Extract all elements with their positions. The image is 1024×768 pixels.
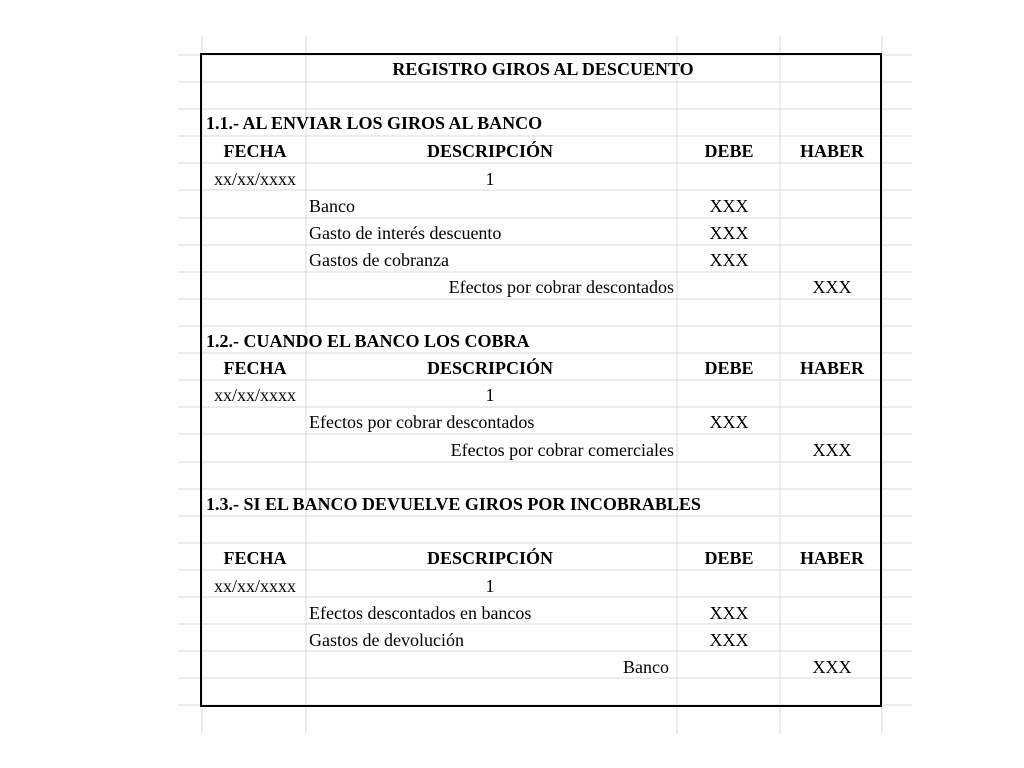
section-heading: 1.1.- AL ENVIAR LOS GIROS AL BANCO <box>206 113 543 133</box>
column-header-debe: DEBE <box>704 358 754 378</box>
entry-date: xx/xx/xxxx <box>213 169 297 189</box>
entry-date: xx/xx/xxxx <box>213 385 297 405</box>
debit-account: Gasto de interés descuento <box>309 223 502 243</box>
debit-amount: XXX <box>709 603 749 623</box>
entry-number: 1 <box>485 385 495 405</box>
column-header-haber: HABER <box>799 548 865 568</box>
entry-number: 1 <box>485 576 495 596</box>
debit-amount: XXX <box>709 196 749 216</box>
debit-account: Efectos descontados en bancos <box>309 603 532 623</box>
entry-number: 1 <box>485 169 495 189</box>
section-heading: 1.2.- CUANDO EL BANCO LOS COBRA <box>206 331 530 351</box>
debit-amount: XXX <box>709 223 749 243</box>
debit-amount: XXX <box>709 630 749 650</box>
entry-date: xx/xx/xxxx <box>213 576 297 596</box>
debit-amount: XXX <box>709 250 749 270</box>
column-header-debe: DEBE <box>704 548 754 568</box>
debit-account: Efectos por cobrar descontados <box>309 412 535 432</box>
credit-amount: XXX <box>812 277 852 297</box>
page-title: REGISTRO GIROS AL DESCUENTO <box>392 59 694 79</box>
section-heading: 1.3.- SI EL BANCO DEVUELVE GIROS POR INCOBRABLES <box>206 494 701 514</box>
column-header-descripcion: DESCRIPCIÓN <box>426 141 554 161</box>
debit-account: Gastos de devolución <box>309 630 464 650</box>
column-header-haber: HABER <box>799 358 865 378</box>
debit-amount: XXX <box>709 412 749 432</box>
column-header-haber: HABER <box>799 141 865 161</box>
column-header-fecha: FECHA <box>223 548 287 568</box>
debit-account: Banco <box>309 196 355 216</box>
column-header-descripcion: DESCRIPCIÓN <box>426 548 554 568</box>
column-header-fecha: FECHA <box>223 358 287 378</box>
credit-amount: XXX <box>812 440 852 460</box>
column-header-fecha: FECHA <box>223 141 287 161</box>
credit-amount: XXX <box>812 657 852 677</box>
column-header-debe: DEBE <box>704 141 754 161</box>
debit-account: Gastos de cobranza <box>309 250 449 270</box>
credit-account: Banco <box>623 657 669 677</box>
column-header-descripcion: DESCRIPCIÓN <box>426 358 554 378</box>
credit-account: Efectos por cobrar descontados <box>448 277 674 297</box>
credit-account: Efectos por cobrar comerciales <box>450 440 674 460</box>
